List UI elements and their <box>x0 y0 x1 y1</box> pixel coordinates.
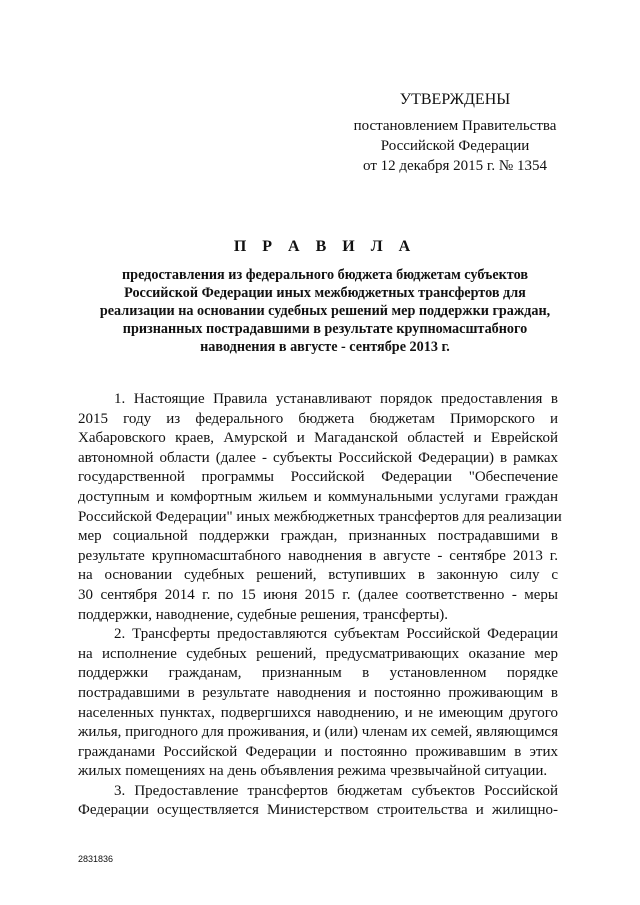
paragraph-1-line: 2015 году из федерального бюджета бюджетам Приморского и <box>78 410 558 427</box>
document-body <box>78 390 562 821</box>
paragraph-3-line: 3. Предоставление трансфертов бюджетам субъектов Российской <box>114 782 558 799</box>
paragraph-1-line: Хабаровского краев, Амурской и Магаданской областей и Еврейской <box>78 430 558 447</box>
approval-title: УТВЕРЖДЕНЫ <box>399 91 511 108</box>
document-heading <box>78 238 572 356</box>
paragraph-1-line: результате крупномасштабного наводнения в августе - сентябре 2013 г. <box>78 547 558 564</box>
paragraph-2-line: населенных пунктах, подвергшихся наводнению, и не имеющим другого <box>78 704 558 721</box>
approval-line: Российской Федерации <box>380 138 530 154</box>
paragraph-2-line: жилых помещениях на день объявления режима чрезвычайной ситуации. <box>78 763 548 780</box>
paragraph-2-line: пострадавшими в результате наводнения и постоянно проживающим в <box>78 684 558 701</box>
approval-line: постановлением Правительства <box>353 118 557 134</box>
document-title: П Р А В И Л А <box>233 238 417 255</box>
paragraph-2-line: жилья, пригодного для проживания, и (или) членам их семей, являющимся <box>78 724 558 741</box>
paragraph-2-line: поддержки гражданам, признанным в установленном порядке <box>78 665 558 682</box>
document-code: 2831836 <box>78 854 114 864</box>
subtitle-line: реализации на основании судебных решений мер поддержки граждан, <box>99 303 551 319</box>
document-subtitle <box>78 266 572 356</box>
subtitle-line: наводнения в августе - сентябре 2013 г. <box>200 339 450 355</box>
paragraph-1-line: поддержки, наводнение, судебные решения, трансферты). <box>78 606 449 623</box>
paragraph-3-line: Федерации осуществляется Министерством строительства и жилищно- <box>78 802 558 819</box>
approval-block <box>330 90 580 176</box>
paragraph-1-line: 30 сентября 2014 г. по 15 июня 2015 г. (далее соответственно - меры <box>78 586 558 603</box>
paragraph-1-line: автономной области (далее - субъекты Российской Федерации) в рамках <box>78 449 558 466</box>
subtitle-line: признанных пострадавшими в результате крупномасштабного <box>122 321 528 337</box>
paragraph-1-line: на основании судебных решений, вступивших в законную силу с <box>78 567 558 584</box>
paragraph-1-line: 1. Настоящие Правила устанавливают порядок предоставления в <box>114 391 558 407</box>
paragraph-1-line: мер социальной поддержки граждан, признанных пострадавшими в <box>78 528 558 545</box>
subtitle-line: Российской Федерации иных межбюджетных трансфертов для <box>124 285 526 301</box>
paragraph-1-line: доступным и комфортным жильем и коммунальными услугами граждан <box>78 488 558 505</box>
paragraph-2-line: 2. Трансферты предоставляются субъектам Российской Федерации <box>114 626 558 643</box>
paragraph-2-line: гражданами Российской Федерации и постоянно проживавшим в этих <box>78 743 558 760</box>
approval-line: от 12 декабря 2015 г. № 1354 <box>363 158 547 174</box>
subtitle-line: предоставления из федерального бюджета бюджетам субъектов <box>122 267 528 283</box>
paragraph-1-line: государственной программы Российской Федерации "Обеспечение <box>78 469 558 486</box>
paragraph-1-line: Российской Федерации" иных межбюджетных трансфертов для реализации <box>78 508 562 525</box>
paragraph-2-line: на исполнение судебных решений, предусматривающих оказание мер <box>78 645 558 662</box>
